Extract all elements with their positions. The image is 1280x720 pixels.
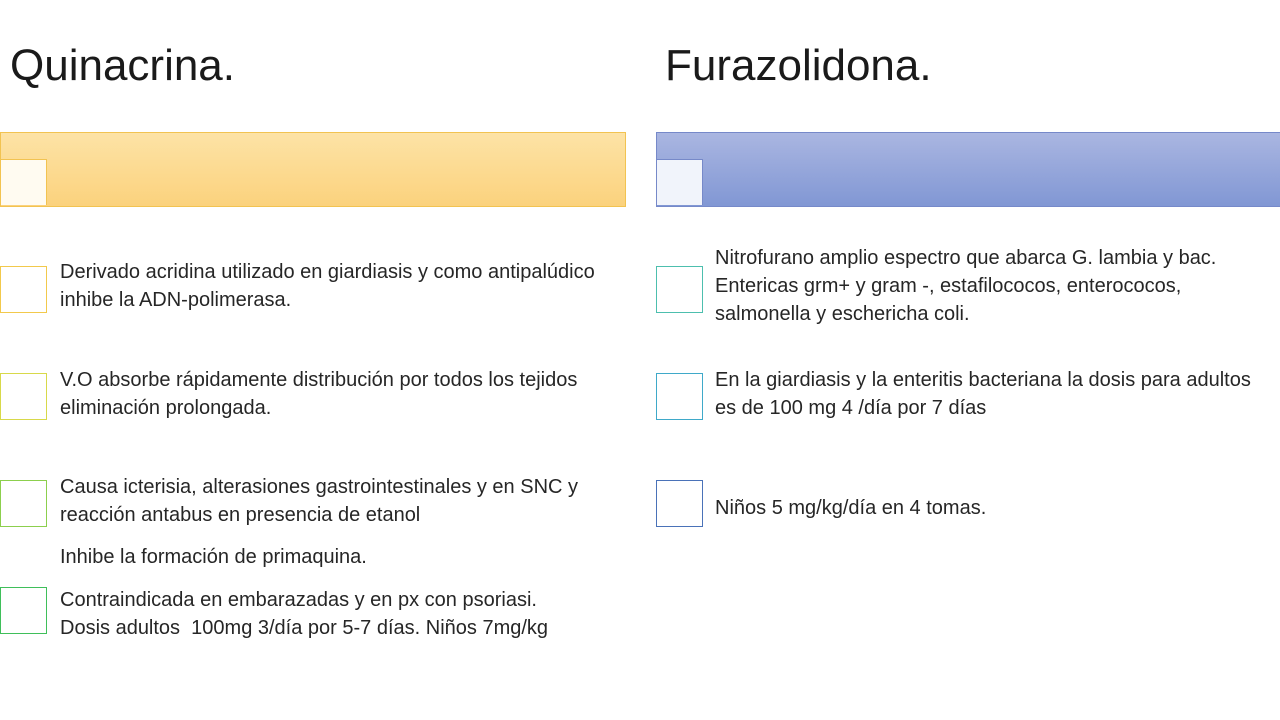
quinacrina-item-2: V.O absorbe rápidamente distribución por todos los tejidos eliminación prolongada. [60,369,578,419]
quinacrina-item-5: Contraindicada en embarazadas y en px con psoriasi. Dosis adultos 100mg 3/día por 5-7 días. Niños 7mg/kg [60,589,610,639]
quinacrina-item-1: Derivado acridina utilizado en giardiasis y como antipalúdico inhibe la ADN-polimerasa. [60,261,595,311]
furazolidona-title: Furazolidona. [665,41,932,90]
furazolidona-item-1: Nitrofurano amplio espectro que abarca G. lambia y bac. Entericas grm+ y gram -, estafilococos, enterococos, salmonella y eschericha coli. [715,247,1217,325]
furazolidona-header-marker [657,159,703,205]
quinacrina-header-marker [1,159,47,205]
furazolidona-header-bar [656,132,1280,207]
quinacrina-header-bar [0,132,626,207]
furazolidona-item-2: En la giardiasis y la enteritis bacteriana la dosis para adultos es de 100 mg 4 /día por 7 días [715,369,1251,419]
quinacrina-bullet-3 [0,480,47,527]
quinacrina-bullet-1 [0,266,47,313]
furazolidona-bullet-2 [656,373,703,420]
furazolidona-bullet-3 [656,480,703,527]
furazolidona-bullet-1 [656,266,703,313]
quinacrina-item-4: Inhibe la formación de primaquina. [60,546,367,568]
quinacrina-item-3: Causa icterisia, alterasiones gastrointestinales y en SNC y reacción antabus en presencia de etanol [60,476,579,526]
quinacrina-title: Quinacrina. [10,41,236,90]
quinacrina-bullet-2 [0,373,47,420]
furazolidona-item-3: Niños 5 mg/kg/día en 4 tomas. [715,497,987,519]
quinacrina-bullet-4 [0,587,47,634]
